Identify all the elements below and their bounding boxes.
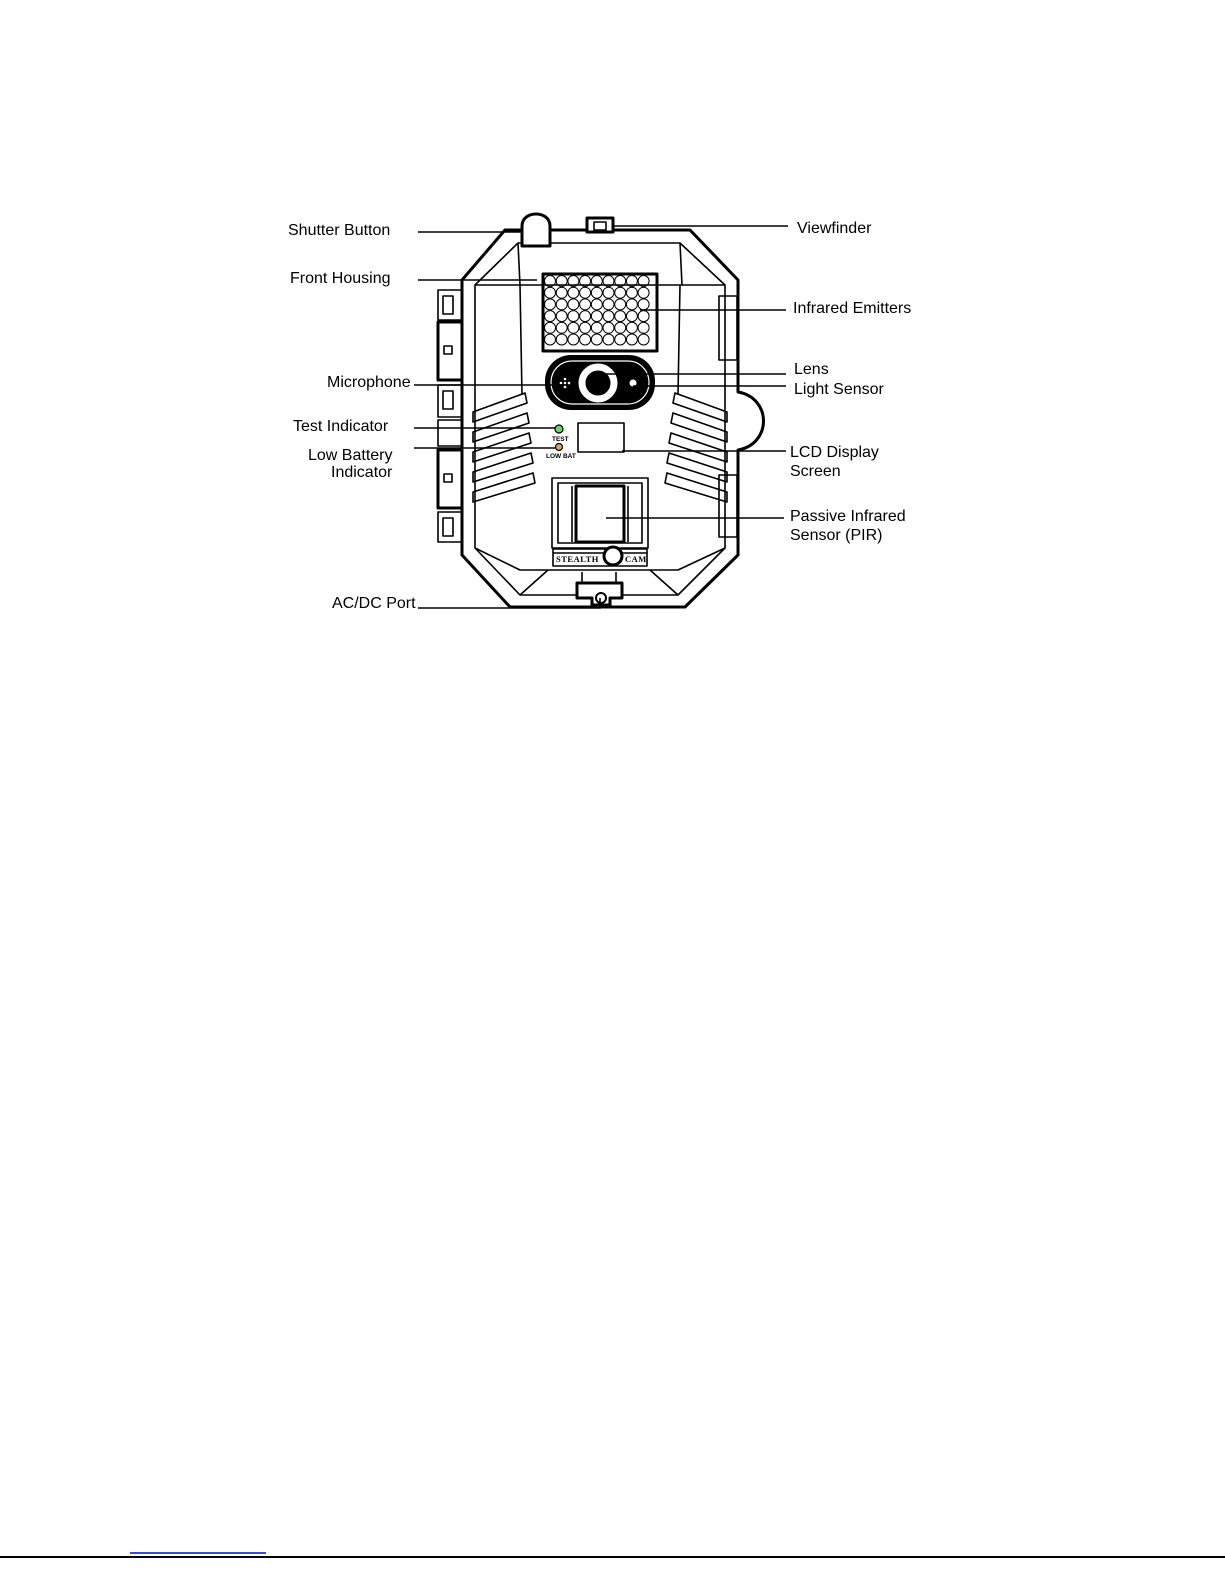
ir-led: [591, 299, 602, 310]
ir-led: [556, 311, 567, 322]
bevel-top-left: [518, 243, 520, 285]
test-led: [555, 425, 563, 433]
ir-led: [580, 299, 591, 310]
label-low-battery-line1: Low Battery: [308, 447, 393, 464]
ir-led: [568, 322, 579, 333]
bevel-top-right: [680, 243, 682, 285]
label-microphone: Microphone: [327, 374, 411, 391]
brand-plate: [553, 547, 647, 566]
ir-led: [545, 322, 556, 333]
low-battery-indicator: [546, 444, 576, 461]
ir-led: [545, 311, 556, 322]
ir-led: [638, 311, 649, 322]
ir-led: [626, 322, 637, 333]
label-lens: Lens: [794, 361, 829, 378]
grip-grooves-right: [665, 393, 727, 502]
ir-led: [626, 299, 637, 310]
ir-led: [556, 334, 567, 345]
ir-led: [615, 322, 626, 333]
ir-led: [638, 334, 649, 345]
footer-rule: [0, 1556, 1225, 1558]
lcd-display-screen: [578, 423, 624, 452]
left-latches: [438, 290, 462, 542]
bevel-bottom-right: [650, 570, 678, 595]
ir-led: [603, 287, 614, 298]
ir-led: [591, 287, 602, 298]
ir-led: [638, 322, 649, 333]
test-led-text: TEST: [552, 436, 569, 443]
ir-led: [545, 287, 556, 298]
ir-led: [556, 299, 567, 310]
ir-led: [568, 299, 579, 310]
ir-led: [591, 322, 602, 333]
ir-led: [580, 334, 591, 345]
ir-led: [638, 299, 649, 310]
label-acdc-port: AC/DC Port: [332, 595, 416, 612]
leader-lines: [414, 226, 788, 608]
ir-led: [568, 334, 579, 345]
bevel-side-right: [678, 285, 680, 395]
label-lcd-line1: LCD Display: [790, 444, 879, 461]
bevel-bottom-left: [520, 570, 548, 595]
ir-led: [615, 299, 626, 310]
ir-led: [603, 299, 614, 310]
ir-led: [545, 299, 556, 310]
viewfinder: [587, 218, 613, 232]
ir-led: [556, 287, 567, 298]
ir-led: [615, 334, 626, 345]
ir-led: [568, 287, 579, 298]
ir-led: [580, 311, 591, 322]
footer-link-underline: [130, 1552, 266, 1554]
ir-led: [615, 287, 626, 298]
ir-led: [638, 287, 649, 298]
label-pir-line2: Sensor (PIR): [790, 527, 883, 544]
low-bat-led-text: LOW BAT: [546, 453, 576, 460]
infrared-emitters: [545, 276, 650, 346]
label-shutter-button: Shutter Button: [288, 222, 391, 239]
label-light-sensor: Light Sensor: [794, 381, 884, 398]
ir-led: [626, 287, 637, 298]
ir-led: [615, 311, 626, 322]
label-viewfinder: Viewfinder: [797, 220, 872, 237]
label-front-housing: Front Housing: [290, 270, 391, 287]
label-pir-line1: Passive Infrared: [790, 508, 906, 525]
ir-led: [568, 311, 579, 322]
brand-right-text: CAM: [625, 554, 647, 564]
ir-led: [626, 311, 637, 322]
ir-led: [591, 334, 602, 345]
ir-led: [580, 322, 591, 333]
bevel-side-left: [520, 285, 522, 395]
ir-led: [603, 322, 614, 333]
label-lcd-line2: Screen: [790, 463, 841, 480]
low-bat-led: [556, 444, 563, 451]
lens-panel: [545, 355, 655, 410]
label-infrared-emitters: Infrared Emitters: [793, 300, 912, 317]
ir-led: [626, 334, 637, 345]
shutter-button: [522, 214, 550, 246]
brand-left-text: STEALTH: [556, 554, 599, 564]
ir-led: [556, 322, 567, 333]
ir-led: [603, 334, 614, 345]
ir-led: [545, 334, 556, 345]
ir-led: [580, 287, 591, 298]
label-test-indicator: Test Indicator: [293, 418, 389, 435]
ir-led: [591, 311, 602, 322]
ir-led: [603, 311, 614, 322]
label-low-battery-line2: Indicator: [331, 464, 393, 481]
pir-sensor: [552, 478, 648, 548]
